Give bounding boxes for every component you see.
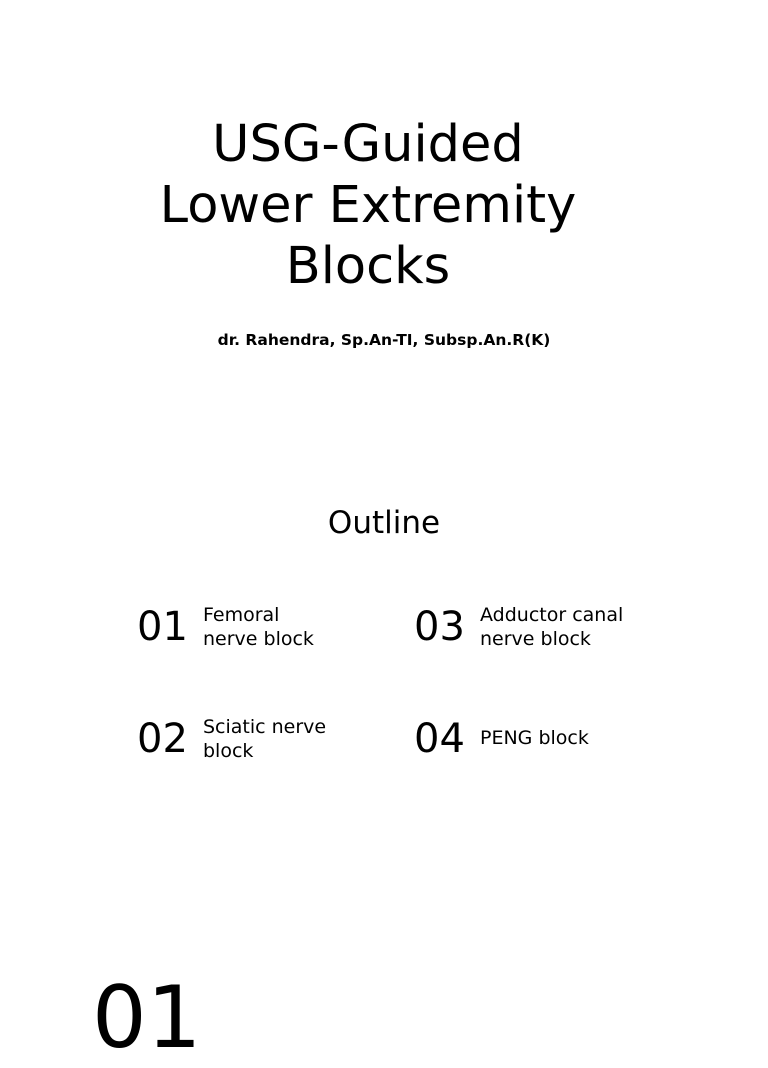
outline-item-peng bbox=[414, 715, 670, 763]
section-number: 01 bbox=[92, 968, 202, 1068]
outline-item-label-line: block bbox=[203, 740, 254, 762]
outline-item-adductor-canal bbox=[414, 603, 670, 651]
slide-title-line: Lower Extremity bbox=[159, 176, 577, 235]
outline-item-number: 04 bbox=[414, 716, 465, 762]
outline-item-label-line: Sciatic nerve bbox=[203, 716, 327, 738]
outline-item-label-line: nerve block bbox=[480, 628, 591, 650]
outline-item-label-line: Femoral bbox=[203, 604, 280, 626]
outline-item-number: 02 bbox=[137, 716, 188, 762]
outline-heading: Outline bbox=[327, 505, 441, 541]
author-name: dr. Rahendra, Sp.An-TI, Subsp.An.R(K) bbox=[217, 331, 551, 349]
outline-item-sciatic bbox=[137, 715, 393, 763]
outline-item-label-line: PENG block bbox=[480, 726, 589, 749]
outline-item-label-line: nerve block bbox=[203, 628, 314, 650]
outline-item-label bbox=[480, 726, 670, 750]
slide-title-line: Blocks bbox=[285, 237, 451, 296]
slide-title-line: USG-Guided bbox=[212, 115, 524, 174]
outline-item-number: 01 bbox=[137, 604, 188, 650]
outline-item-label bbox=[203, 603, 393, 651]
outline-item-label bbox=[203, 715, 393, 763]
slide-title bbox=[0, 114, 736, 297]
outline-item-label-line: Adductor canal bbox=[480, 604, 624, 626]
outline-item-number: 03 bbox=[414, 604, 465, 650]
outline-item-femoral bbox=[137, 603, 393, 651]
outline-item-label bbox=[480, 603, 670, 651]
